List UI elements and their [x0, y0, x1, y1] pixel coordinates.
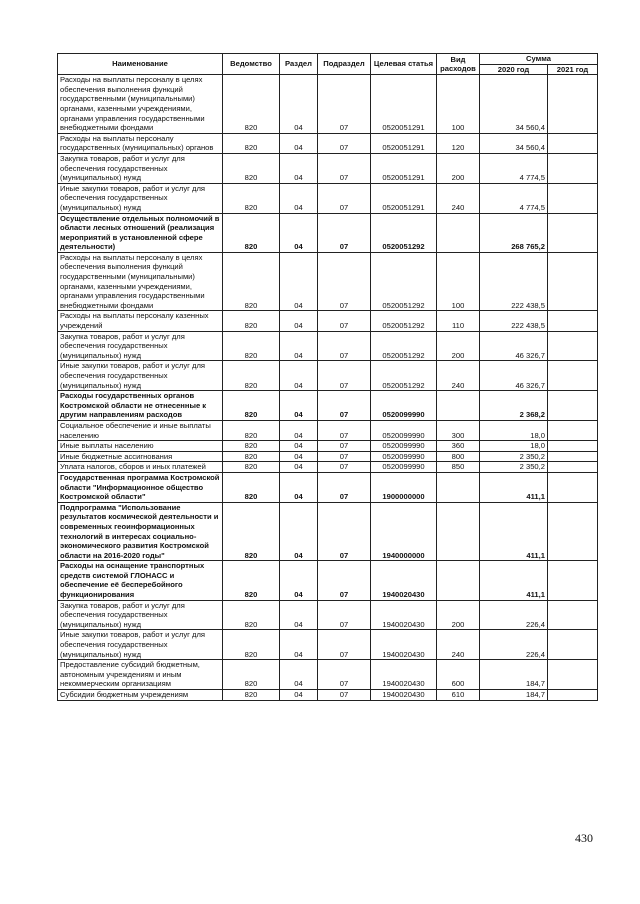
cell-sum-2021 [548, 561, 598, 600]
cell-razdel: 04 [280, 441, 318, 452]
cell-podrazdel: 07 [318, 183, 371, 213]
cell-sum-2021 [548, 690, 598, 701]
cell-sum-2021 [548, 133, 598, 153]
table-row [58, 75, 598, 134]
cell-vid: 360 [437, 441, 480, 452]
cell-target: 1940000000 [371, 502, 437, 561]
table-row [58, 311, 598, 331]
cell-vedomstvo: 820 [223, 462, 280, 473]
cell-sum-2020: 18,0 [480, 441, 548, 452]
cell-sum-2020: 226,4 [480, 600, 548, 630]
cell-vid: 240 [437, 361, 480, 391]
table-row [58, 600, 598, 630]
cell-sum-2020: 226,4 [480, 630, 548, 660]
cell-vedomstvo: 820 [223, 133, 280, 153]
cell-razdel: 04 [280, 133, 318, 153]
cell-vedomstvo: 820 [223, 600, 280, 630]
cell-razdel: 04 [280, 252, 318, 311]
cell-sum-2020: 222 438,5 [480, 252, 548, 311]
table-row [58, 133, 598, 153]
cell-razdel: 04 [280, 391, 318, 421]
table-row [58, 690, 598, 701]
table-row [58, 451, 598, 462]
cell-sum-2020: 411,1 [480, 561, 548, 600]
cell-sum-2021 [548, 660, 598, 690]
cell-vedomstvo: 820 [223, 361, 280, 391]
table-row [58, 331, 598, 361]
cell-podrazdel: 07 [318, 690, 371, 701]
cell-sum-2021 [548, 361, 598, 391]
header-summa: Сумма [480, 54, 598, 65]
cell-podrazdel: 07 [318, 462, 371, 473]
cell-sum-2021 [548, 441, 598, 452]
cell-vedomstvo: 820 [223, 391, 280, 421]
cell-razdel: 04 [280, 311, 318, 331]
cell-vedomstvo: 820 [223, 472, 280, 502]
cell-vid [437, 472, 480, 502]
cell-target: 1900000000 [371, 472, 437, 502]
cell-sum-2021 [548, 420, 598, 440]
cell-name: Уплата налогов, сборов и иных платежей [58, 462, 223, 473]
cell-vedomstvo: 820 [223, 690, 280, 701]
cell-razdel: 04 [280, 361, 318, 391]
cell-sum-2021 [548, 630, 598, 660]
table-row [58, 462, 598, 473]
header-razdel: Раздел [280, 54, 318, 75]
cell-vedomstvo: 820 [223, 311, 280, 331]
cell-razdel: 04 [280, 561, 318, 600]
cell-podrazdel: 07 [318, 420, 371, 440]
cell-target: 0520051292 [371, 361, 437, 391]
cell-podrazdel: 07 [318, 153, 371, 183]
cell-vid: 240 [437, 630, 480, 660]
cell-target: 0520051292 [371, 331, 437, 361]
cell-sum-2021 [548, 331, 598, 361]
cell-target: 1940020430 [371, 630, 437, 660]
cell-sum-2021 [548, 391, 598, 421]
header-vid: Вид расходов [437, 54, 480, 75]
cell-target: 0520051291 [371, 133, 437, 153]
cell-vid: 200 [437, 153, 480, 183]
cell-name: Иные закупки товаров, работ и услуг для обеспечения государственных (муниципальных) нужд [58, 183, 223, 213]
cell-sum-2021 [548, 213, 598, 252]
cell-name: Предоставление субсидий бюджетным, автономным учреждениям и иным некоммерческим организациям [58, 660, 223, 690]
cell-vedomstvo: 820 [223, 75, 280, 134]
cell-target: 0520051292 [371, 213, 437, 252]
cell-vid: 800 [437, 451, 480, 462]
cell-name: Расходы государственных органов Костромской области не отнесенные к другим направлениям расходов [58, 391, 223, 421]
header-year-2021: 2021 год [548, 64, 598, 75]
cell-razdel: 04 [280, 502, 318, 561]
table-row [58, 660, 598, 690]
cell-razdel: 04 [280, 660, 318, 690]
cell-target: 0520099990 [371, 451, 437, 462]
cell-name: Расходы на выплаты персоналу в целях обеспечения выполнения функций государственными (муниципальными) органами, казенными учреждениями, органами управления государственными внебюджетными фондами [58, 75, 223, 134]
table-row [58, 391, 598, 421]
cell-sum-2020: 4 774,5 [480, 183, 548, 213]
cell-sum-2021 [548, 311, 598, 331]
cell-name: Иные закупки товаров, работ и услуг для обеспечения государственных (муниципальных) нужд [58, 630, 223, 660]
cell-razdel: 04 [280, 75, 318, 134]
cell-sum-2020: 34 560,4 [480, 75, 548, 134]
cell-name: Государственная программа Костромской области "Информационное общество Костромской области" [58, 472, 223, 502]
cell-vedomstvo: 820 [223, 660, 280, 690]
cell-sum-2020: 411,1 [480, 502, 548, 561]
cell-vedomstvo: 820 [223, 153, 280, 183]
cell-name: Расходы на выплаты персоналу казенных учреждений [58, 311, 223, 331]
cell-target: 1940020430 [371, 690, 437, 701]
cell-sum-2021 [548, 252, 598, 311]
cell-vid: 240 [437, 183, 480, 213]
cell-sum-2021 [548, 183, 598, 213]
cell-vedomstvo: 820 [223, 213, 280, 252]
cell-name: Расходы на выплаты персоналу в целях обеспечения выполнения функций государственными (муниципальными) органами, казенными учреждениями, органами управления государственными внебюджетными фондами [58, 252, 223, 311]
page-number: 430 [575, 831, 593, 845]
table-row [58, 420, 598, 440]
cell-name: Закупка товаров, работ и услуг для обеспечения государственных (муниципальных) нужд [58, 600, 223, 630]
cell-podrazdel: 07 [318, 451, 371, 462]
cell-target: 0520099990 [371, 420, 437, 440]
cell-vedomstvo: 820 [223, 331, 280, 361]
cell-podrazdel: 07 [318, 441, 371, 452]
cell-vedomstvo: 820 [223, 183, 280, 213]
cell-vid: 200 [437, 331, 480, 361]
cell-sum-2020: 411,1 [480, 472, 548, 502]
cell-name: Закупка товаров, работ и услуг для обеспечения государственных (муниципальных) нужд [58, 331, 223, 361]
cell-name: Социальное обеспечение и иные выплаты населению [58, 420, 223, 440]
cell-razdel: 04 [280, 183, 318, 213]
header-target: Целевая статья [371, 54, 437, 75]
cell-name: Закупка товаров, работ и услуг для обеспечения государственных (муниципальных) нужд [58, 153, 223, 183]
budget-table [57, 53, 598, 701]
cell-sum-2020: 2 350,2 [480, 462, 548, 473]
cell-target: 1940020430 [371, 600, 437, 630]
cell-name: Расходы на оснащение транспортных средств системой ГЛОНАСС и обеспечение её бесперебойного функционирования [58, 561, 223, 600]
cell-podrazdel: 07 [318, 502, 371, 561]
cell-podrazdel: 07 [318, 391, 371, 421]
header-name: Наименование [58, 54, 223, 75]
cell-podrazdel: 07 [318, 75, 371, 134]
cell-podrazdel: 07 [318, 472, 371, 502]
cell-sum-2020: 46 326,7 [480, 361, 548, 391]
cell-sum-2021 [548, 153, 598, 183]
cell-target: 1940020430 [371, 561, 437, 600]
table-row [58, 361, 598, 391]
cell-vid: 850 [437, 462, 480, 473]
cell-vid: 610 [437, 690, 480, 701]
table-row [58, 561, 598, 600]
cell-target: 0520099990 [371, 391, 437, 421]
cell-target: 0520099990 [371, 441, 437, 452]
cell-razdel: 04 [280, 630, 318, 660]
cell-sum-2020: 34 560,4 [480, 133, 548, 153]
table-row [58, 441, 598, 452]
cell-vedomstvo: 820 [223, 451, 280, 462]
cell-vid [437, 502, 480, 561]
cell-vid: 600 [437, 660, 480, 690]
cell-razdel: 04 [280, 153, 318, 183]
cell-vid [437, 561, 480, 600]
cell-razdel: 04 [280, 690, 318, 701]
cell-sum-2020: 222 438,5 [480, 311, 548, 331]
cell-target: 0520051292 [371, 252, 437, 311]
table-row [58, 252, 598, 311]
cell-sum-2021 [548, 502, 598, 561]
cell-vid: 120 [437, 133, 480, 153]
cell-vid: 200 [437, 600, 480, 630]
cell-vedomstvo: 820 [223, 252, 280, 311]
cell-vid [437, 391, 480, 421]
cell-vid: 110 [437, 311, 480, 331]
cell-razdel: 04 [280, 213, 318, 252]
header-year-2020: 2020 год [480, 64, 548, 75]
cell-vedomstvo: 820 [223, 502, 280, 561]
cell-target: 0520099990 [371, 462, 437, 473]
cell-podrazdel: 07 [318, 133, 371, 153]
cell-sum-2020: 46 326,7 [480, 331, 548, 361]
cell-vid: 300 [437, 420, 480, 440]
cell-sum-2020: 4 774,5 [480, 153, 548, 183]
table-row [58, 502, 598, 561]
cell-sum-2021 [548, 75, 598, 134]
cell-name: Расходы на выплаты персоналу государственных (муниципальных) органов [58, 133, 223, 153]
cell-sum-2020: 2 368,2 [480, 391, 548, 421]
cell-sum-2021 [548, 600, 598, 630]
cell-vid: 100 [437, 75, 480, 134]
table-row [58, 153, 598, 183]
cell-name: Осуществление отдельных полномочий в области лесных отношений (реализация мероприятий в установленной сфере деятельности) [58, 213, 223, 252]
cell-razdel: 04 [280, 420, 318, 440]
cell-name: Иные закупки товаров, работ и услуг для обеспечения государственных (муниципальных) нужд [58, 361, 223, 391]
cell-vedomstvo: 820 [223, 630, 280, 660]
cell-razdel: 04 [280, 600, 318, 630]
cell-name: Иные выплаты населению [58, 441, 223, 452]
cell-sum-2020: 184,7 [480, 690, 548, 701]
cell-target: 0520051291 [371, 153, 437, 183]
cell-target: 0520051291 [371, 183, 437, 213]
table-row [58, 630, 598, 660]
cell-target: 1940020430 [371, 660, 437, 690]
cell-target: 0520051292 [371, 311, 437, 331]
cell-vedomstvo: 820 [223, 561, 280, 600]
cell-vid: 100 [437, 252, 480, 311]
cell-sum-2021 [548, 462, 598, 473]
table-row [58, 183, 598, 213]
cell-sum-2020: 18,0 [480, 420, 548, 440]
cell-sum-2021 [548, 451, 598, 462]
header-row [58, 54, 598, 65]
cell-podrazdel: 07 [318, 561, 371, 600]
table-body [58, 75, 598, 700]
cell-razdel: 04 [280, 451, 318, 462]
cell-podrazdel: 07 [318, 630, 371, 660]
table-row [58, 213, 598, 252]
cell-razdel: 04 [280, 472, 318, 502]
cell-podrazdel: 07 [318, 252, 371, 311]
cell-vedomstvo: 820 [223, 441, 280, 452]
cell-podrazdel: 07 [318, 311, 371, 331]
cell-sum-2020: 184,7 [480, 660, 548, 690]
cell-sum-2021 [548, 472, 598, 502]
cell-vid [437, 213, 480, 252]
cell-target: 0520051291 [371, 75, 437, 134]
cell-podrazdel: 07 [318, 213, 371, 252]
cell-podrazdel: 07 [318, 331, 371, 361]
cell-name: Подпрограмма "Использование результатов космической деятельности и современных геоинформационных технологий в интересах социально-экономического развития Костромской области на 2016-2020 годы" [58, 502, 223, 561]
cell-vedomstvo: 820 [223, 420, 280, 440]
cell-podrazdel: 07 [318, 600, 371, 630]
header-podrazdel: Подраздел [318, 54, 371, 75]
cell-name: Иные бюджетные ассигнования [58, 451, 223, 462]
cell-sum-2020: 2 350,2 [480, 451, 548, 462]
cell-sum-2020: 268 765,2 [480, 213, 548, 252]
cell-razdel: 04 [280, 462, 318, 473]
cell-razdel: 04 [280, 331, 318, 361]
header-vedomstvo: Ведомство [223, 54, 280, 75]
cell-podrazdel: 07 [318, 361, 371, 391]
cell-podrazdel: 07 [318, 660, 371, 690]
cell-name: Субсидии бюджетным учреждениям [58, 690, 223, 701]
table-row [58, 472, 598, 502]
